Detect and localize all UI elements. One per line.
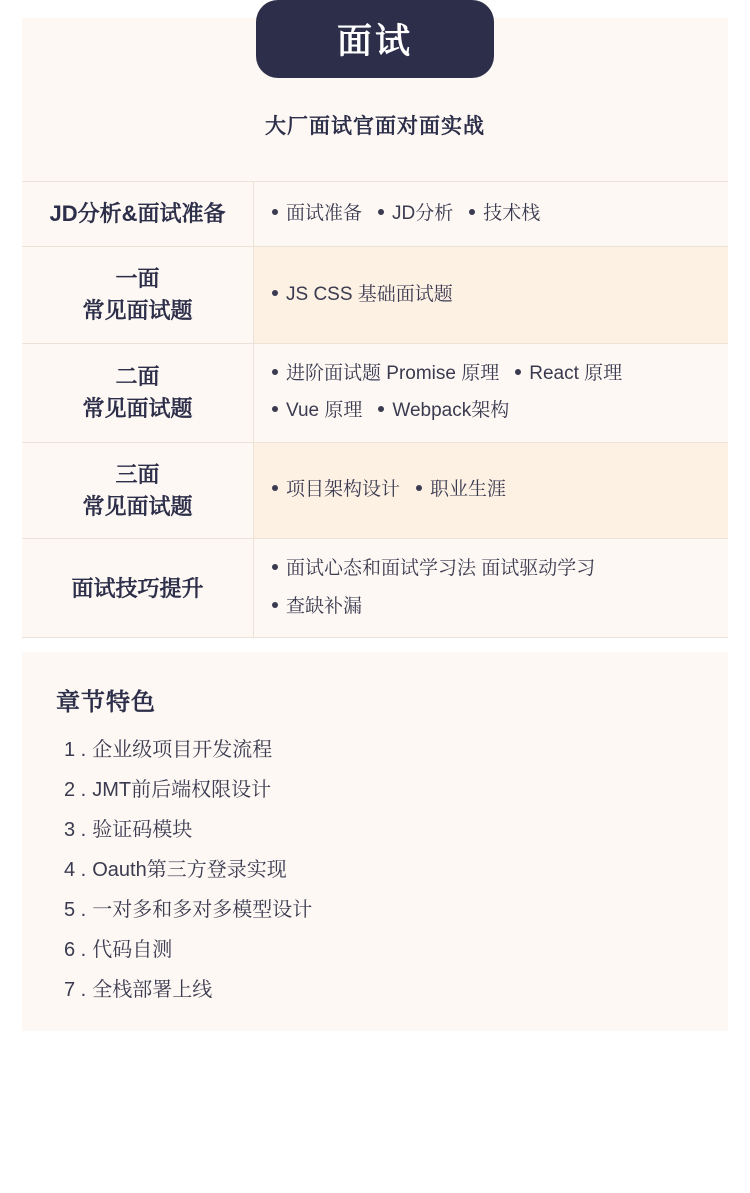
bullet-item <box>515 360 622 389</box>
bullet-line <box>272 555 710 584</box>
feature-item <box>64 975 694 1005</box>
feature-item-text: 一对多和多对多模型设计 <box>92 899 313 922</box>
bullet-dot-icon <box>272 209 278 215</box>
bullet-text: 进阶面试题 Promise 原理 <box>286 362 500 384</box>
feature-item <box>64 775 694 805</box>
bullet-line <box>272 281 710 310</box>
bullet-item <box>469 200 540 229</box>
bullet-text: Webpack架构 <box>392 400 510 422</box>
feature-item-number: 6 . <box>64 939 87 962</box>
feature-item-text: 代码自测 <box>92 939 173 962</box>
outline-row <box>22 182 728 247</box>
feature-item-number: 7 . <box>64 979 87 1002</box>
page-title: 面试 <box>336 22 413 61</box>
feature-item <box>64 935 694 965</box>
bullet-item <box>272 200 362 229</box>
bullet-text: 面试心态和面试学习法 面试驱动学习 <box>286 558 596 580</box>
bullet-item <box>272 593 362 622</box>
outline-rows <box>22 181 728 638</box>
row-body <box>254 247 728 343</box>
bullet-line <box>272 360 710 389</box>
bullet-text: JS CSS 基础面试题 <box>286 283 453 305</box>
bullet-text: JD分析 <box>392 202 454 224</box>
row-label: 面试技巧提升 <box>22 539 254 637</box>
row-body <box>254 443 728 539</box>
feature-list <box>56 735 694 1005</box>
feature-item <box>64 895 694 925</box>
feature-item-text: 验证码模块 <box>92 819 193 842</box>
feature-item <box>64 735 694 765</box>
feature-item-number: 4 . <box>64 859 87 882</box>
bullet-item <box>378 397 509 426</box>
bullet-dot-icon <box>469 209 475 215</box>
row-label: 二面 常见面试题 <box>22 344 254 442</box>
row-label: 一面 常见面试题 <box>22 247 254 343</box>
bullet-text: 项目架构设计 <box>286 479 401 501</box>
header <box>22 18 728 181</box>
row-label: JD分析&面试准备 <box>22 182 254 246</box>
feature-item-text: 企业级项目开发流程 <box>92 739 273 762</box>
course-outline-page <box>0 18 750 1193</box>
bullet-line <box>272 397 710 426</box>
bullet-item <box>272 281 453 310</box>
bullet-text: 查缺补漏 <box>286 595 363 617</box>
feature-item-text: JMT前后端权限设计 <box>92 779 272 802</box>
bullet-line <box>272 200 710 229</box>
feature-box <box>22 652 728 1031</box>
feature-item-text: 全栈部署上线 <box>92 979 213 1002</box>
feature-item-text: Oauth第三方登录实现 <box>92 859 287 882</box>
row-label: 三面 常见面试题 <box>22 443 254 539</box>
bullet-dot-icon <box>272 485 278 491</box>
row-body <box>254 344 728 442</box>
bullet-dot-icon <box>378 406 384 412</box>
bullet-dot-icon <box>272 290 278 296</box>
feature-item <box>64 855 694 885</box>
bullet-item <box>416 476 506 505</box>
bullet-dot-icon <box>416 485 422 491</box>
bullet-dot-icon <box>378 209 384 215</box>
outline-row <box>22 443 728 540</box>
bullet-text: 技术栈 <box>483 202 541 224</box>
bullet-item <box>272 476 400 505</box>
bullet-dot-icon <box>272 602 278 608</box>
feature-item-number: 1 . <box>64 739 87 762</box>
bullet-line <box>272 593 710 622</box>
bullet-text: Vue 原理 <box>286 400 363 422</box>
bullet-text: 职业生涯 <box>430 479 507 501</box>
bullet-dot-icon <box>272 369 278 375</box>
bullet-item <box>272 555 595 584</box>
feature-title: 章节特色 <box>56 689 156 717</box>
bullet-text: React 原理 <box>529 362 623 384</box>
bullet-text: 面试准备 <box>286 202 363 224</box>
page-subtitle: 大厂面试官面对面实战 <box>265 115 485 138</box>
outline-row <box>22 247 728 344</box>
bullet-line <box>272 476 710 505</box>
bullet-item <box>272 397 362 426</box>
bullet-dot-icon <box>272 406 278 412</box>
feature-item-number: 2 . <box>64 779 87 802</box>
title-pill <box>256 0 494 78</box>
bullet-item <box>378 200 453 229</box>
bullet-dot-icon <box>515 369 521 375</box>
bullet-item <box>272 360 499 389</box>
row-body <box>254 539 728 637</box>
bullet-dot-icon <box>272 564 278 570</box>
feature-item-number: 3 . <box>64 819 87 842</box>
feature-item-number: 5 . <box>64 899 87 922</box>
row-body <box>254 182 728 246</box>
outline-row <box>22 344 728 443</box>
feature-item <box>64 815 694 845</box>
outline-row <box>22 539 728 638</box>
